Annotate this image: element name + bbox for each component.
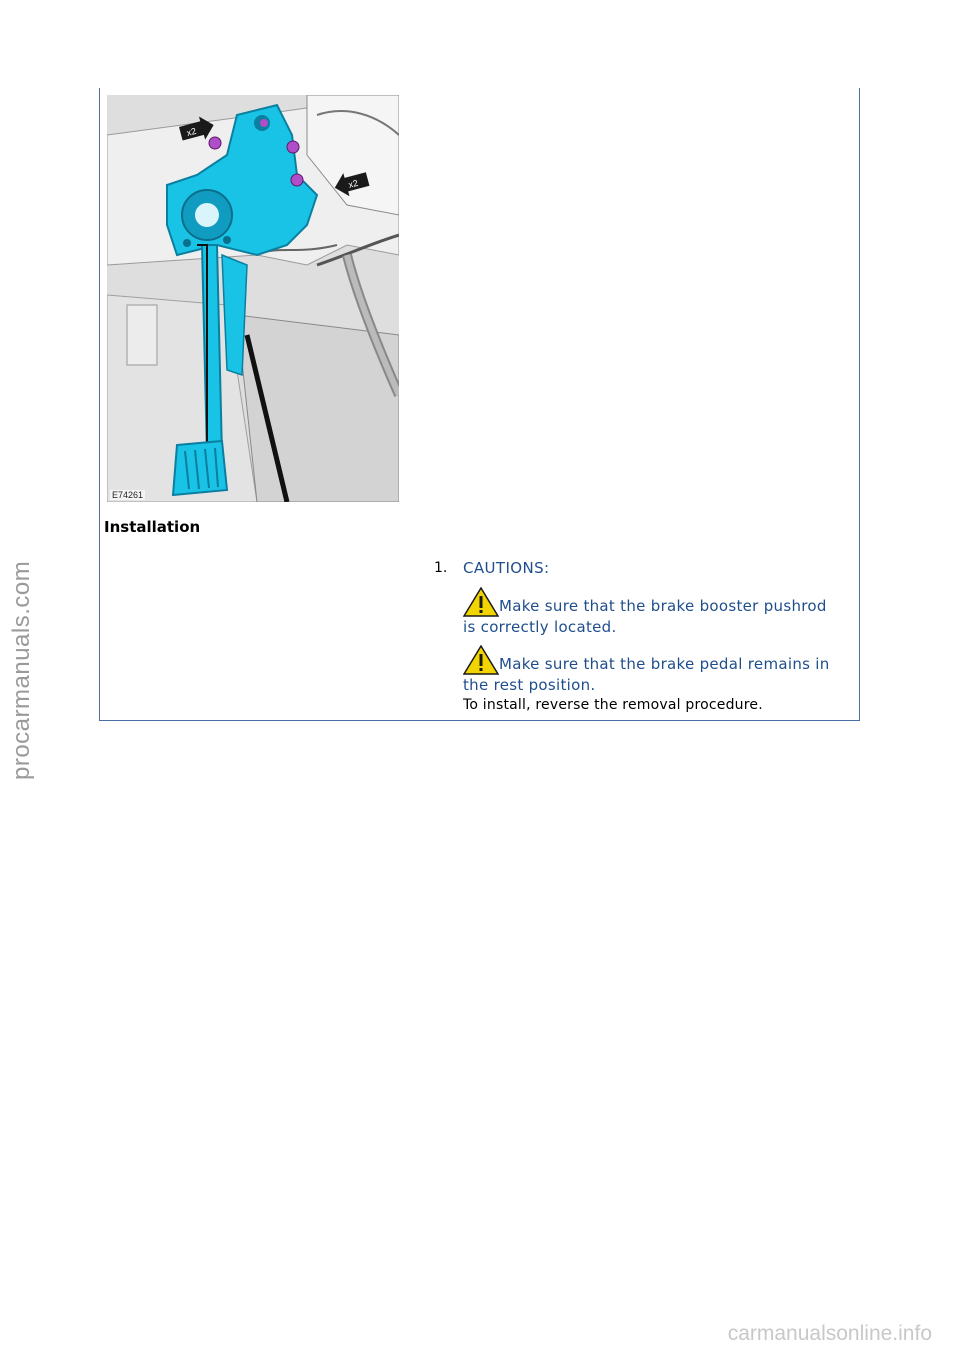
section-title: Installation	[104, 518, 201, 536]
side-watermark: procarmanuals.com	[8, 560, 35, 780]
caution-text: Make sure that the brake booster pushrod is correctly located.	[463, 597, 827, 636]
brake-pedal-figure	[107, 95, 399, 502]
caution-text: Make sure that the brake pedal remains in the rest position.	[463, 655, 830, 694]
callout-label: x2	[347, 177, 360, 190]
cautions-heading: CAUTIONS:	[463, 559, 550, 577]
caution-item	[463, 645, 843, 695]
caution-item	[463, 587, 843, 637]
figure-code: E74261	[112, 490, 144, 500]
callout-label: x2	[185, 125, 198, 139]
warning-triangle-icon	[463, 645, 499, 675]
step-number: 1.	[434, 560, 448, 576]
bottom-watermark: carmanualsonline.info	[727, 1322, 932, 1345]
step-instruction: To install, reverse the removal procedure.	[463, 697, 763, 713]
warning-triangle-icon	[463, 587, 499, 617]
